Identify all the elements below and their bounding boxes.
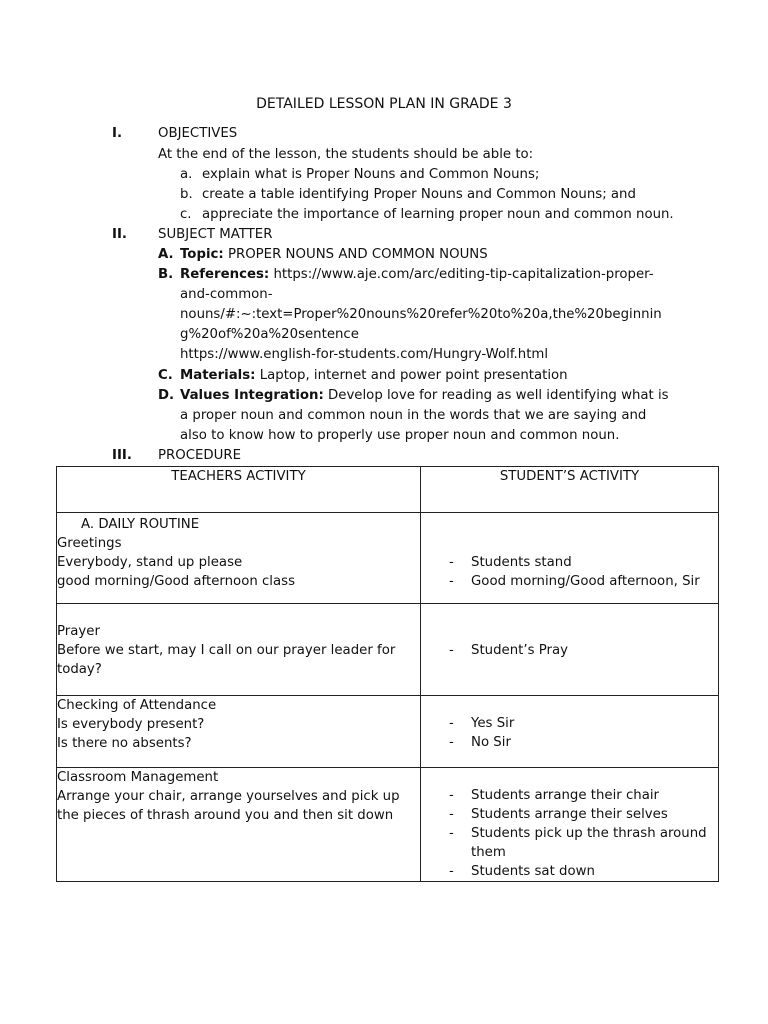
student-line <box>421 862 718 881</box>
topic-value: PROPER NOUNS AND COMMON NOUNS <box>223 247 488 262</box>
student-text: Students arrange their chair <box>471 788 660 803</box>
values-line <box>180 386 669 406</box>
teacher-line: Arrange your chair, arrange yourselves and pick up <box>57 789 400 804</box>
subject-letter: B. <box>158 267 174 282</box>
table-row <box>57 604 719 696</box>
materials-value: Laptop, internet and power point presentation <box>255 368 568 383</box>
materials-label: Materials: <box>180 368 256 383</box>
student-line <box>421 824 718 843</box>
student-line <box>421 553 718 572</box>
bullet-dash: - <box>449 643 454 658</box>
values-text: a proper noun and common noun in the words that we are saying and <box>180 408 647 423</box>
teacher-line: Prayer <box>57 624 100 639</box>
student-line <box>421 733 718 752</box>
student-text: them <box>471 845 506 860</box>
teacher-line: Everybody, stand up please <box>57 555 243 570</box>
bullet-dash: - <box>449 864 454 879</box>
student-text: No Sir <box>471 735 511 750</box>
objective-letter: c. <box>180 207 192 222</box>
reference-link[interactable]: nouns/#:~:text=Proper%20nouns%20refer%20to%20a,the%20beginnin <box>180 307 662 322</box>
subject-letter: A. <box>158 247 174 262</box>
student-line <box>421 572 718 591</box>
topic-label: Topic: <box>180 247 224 262</box>
teachers-activity-header: TEACHERS ACTIVITY <box>57 467 421 513</box>
document-title: DETAILED LESSON PLAN IN GRADE 3 <box>256 96 512 112</box>
values-label: Values Integration: <box>180 388 324 403</box>
objective-item: explain what is Proper Nouns and Common Nouns; <box>202 167 540 182</box>
table-row <box>57 513 719 604</box>
teacher-line: today? <box>57 662 102 677</box>
topic-line <box>180 245 488 265</box>
student-text: Students arrange their selves <box>471 807 668 822</box>
student-cell <box>421 604 719 696</box>
teacher-cell <box>57 513 421 604</box>
teacher-line: Checking of Attendance <box>57 698 217 713</box>
bullet-dash: - <box>449 574 454 589</box>
values-text: also to know how to properly use proper noun and common noun. <box>180 428 620 443</box>
section-number-procedure: III. <box>112 448 132 463</box>
bullet-dash: - <box>449 555 454 570</box>
reference-link[interactable]: g%20of%20a%20sentence <box>180 327 359 342</box>
teacher-line: Classroom Management <box>57 770 219 785</box>
reference-link[interactable]: https://www.english-for-students.com/Hungry-Wolf.html <box>180 347 549 362</box>
values-value: Develop love for reading as well identifying what is <box>323 388 669 403</box>
teacher-cell <box>57 768 421 882</box>
table-row <box>57 768 719 882</box>
student-text: Student’s Pray <box>471 643 568 658</box>
student-cell <box>421 513 719 604</box>
reference-link[interactable]: and-common- <box>180 287 273 302</box>
objectives-intro: At the end of the lesson, the students should be able to: <box>158 147 534 162</box>
teacher-line: Is everybody present? <box>57 717 205 732</box>
teacher-cell <box>57 696 421 768</box>
objective-letter: a. <box>180 167 193 182</box>
subject-letter: C. <box>158 368 173 383</box>
objective-letter: b. <box>180 187 193 202</box>
section-number-subject-matter: II. <box>112 227 127 242</box>
student-text: Yes Sir <box>471 716 515 731</box>
teacher-cell <box>57 604 421 696</box>
section-heading-objectives: OBJECTIVES <box>158 126 238 141</box>
teacher-line: Before we start, may I call on our prayer leader for <box>57 643 396 658</box>
references-label: References: <box>180 267 270 282</box>
student-text: Students stand <box>471 555 572 570</box>
student-line <box>421 786 718 805</box>
students-activity-header: STUDENT’S ACTIVITY <box>421 467 719 513</box>
student-line <box>421 641 718 660</box>
materials-line <box>180 366 568 386</box>
bullet-dash: - <box>449 788 454 803</box>
teacher-line: good morning/Good afternoon class <box>57 574 295 589</box>
bullet-dash: - <box>449 735 454 750</box>
section-heading-subject-matter: SUBJECT MATTER <box>158 227 273 242</box>
objective-item: appreciate the importance of learning proper noun and common noun. <box>202 207 674 222</box>
student-text: Students pick up the thrash around <box>471 826 707 841</box>
references-line <box>180 265 654 285</box>
procedure-table <box>56 466 719 882</box>
student-text: Good morning/Good afternoon, Sir <box>471 574 700 589</box>
table-header-row <box>57 467 719 513</box>
daily-routine-heading: A. DAILY ROUTINE <box>81 517 200 532</box>
section-heading-procedure: PROCEDURE <box>158 448 242 463</box>
table-row <box>57 696 719 768</box>
teacher-line: Is there no absents? <box>57 736 192 751</box>
student-line <box>421 805 718 824</box>
teacher-line: the pieces of thrash around you and then sit down <box>57 808 394 823</box>
teacher-line: Greetings <box>57 536 122 551</box>
subject-letter: D. <box>158 388 175 403</box>
student-line-wrap <box>421 843 718 862</box>
bullet-dash: - <box>449 807 454 822</box>
objective-item: create a table identifying Proper Nouns and Common Nouns; and <box>202 187 636 202</box>
student-text: Students sat down <box>471 864 595 879</box>
reference-link[interactable]: https://www.aje.com/arc/editing-tip-capitalization-proper- <box>269 267 654 282</box>
bullet-dash: - <box>449 716 454 731</box>
student-cell <box>421 696 719 768</box>
section-number-objectives: I. <box>112 126 122 141</box>
student-cell <box>421 768 719 882</box>
bullet-dash: - <box>449 826 454 841</box>
student-line <box>421 714 718 733</box>
